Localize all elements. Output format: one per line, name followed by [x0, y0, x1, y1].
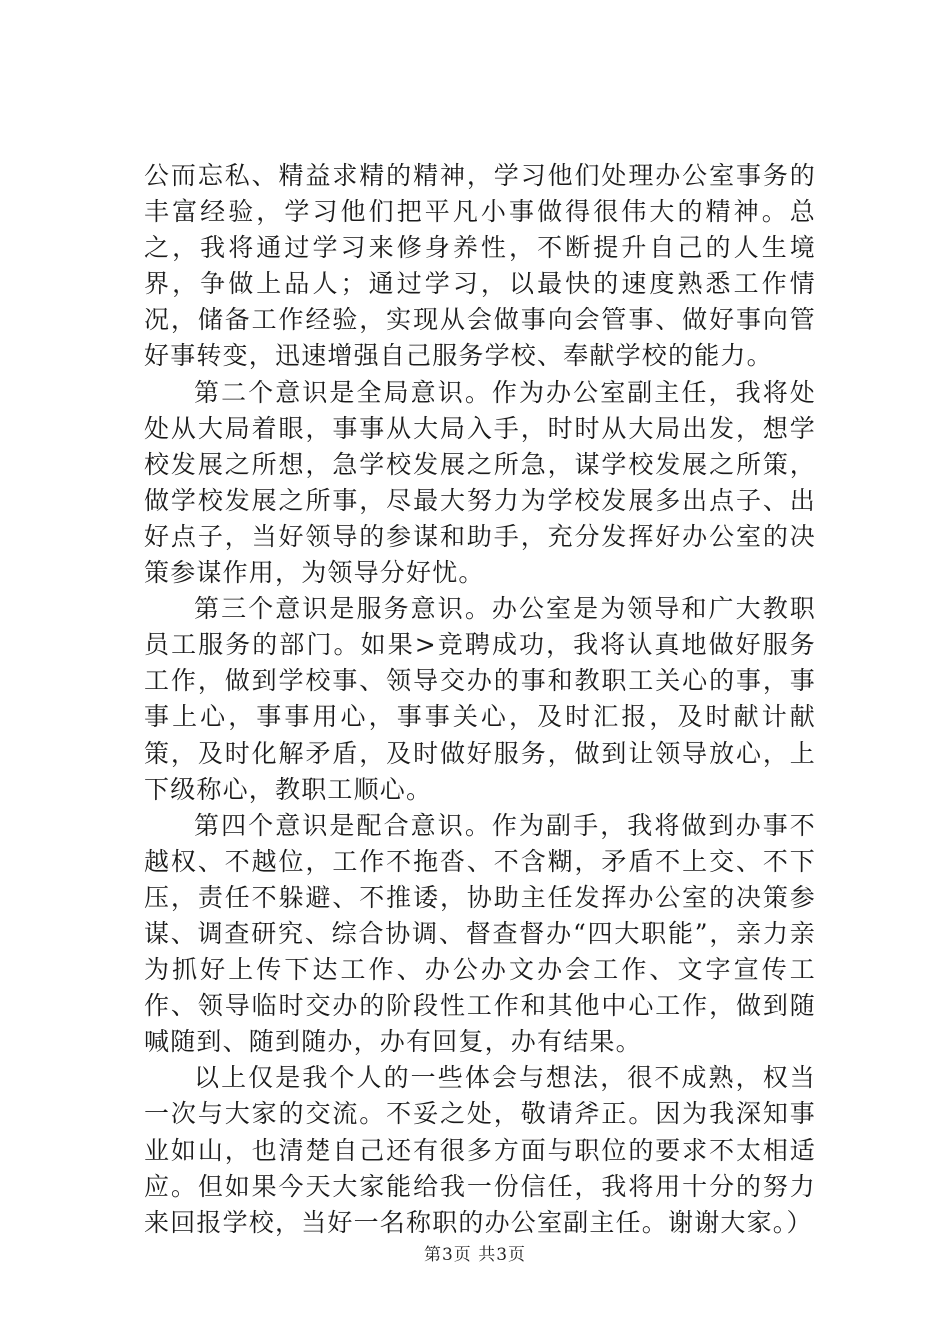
paragraph-service-awareness: 第三个意识是服务意识。办公室是为领导和广大教职员工服务的部门。如果>竞聘成功，我将认真地做好服务工作，做到学校事、领导交办的事和教职工关心的事，事事上心，事事用心，事事关心，及时汇报，及时献计献策，及时化解矛盾，及时做好服务，做到让领导放心，上下级称心，教职工顺心。 — [144, 594, 816, 804]
paragraph-closing: 以上仅是我个人的一些体会与想法，很不成熟，权当一次与大家的交流。不妥之处，敬请斧正。因为我深知事业如山，也清楚自己还有很多方面与职位的要求不太相适应。但如果今天大家能给我一份信任，我将用十分的努力来回报学校，当好一名称职的办公室副主任。谢谢大家。） — [144, 1063, 816, 1237]
page-footer: 第3页 共3页 — [423, 1245, 527, 1265]
document-body — [144, 158, 816, 1241]
paragraph-continued: 公而忘私、精益求精的精神，学习他们处理办公室事务的丰富经验，学习他们把平凡小事做得很伟大的精神。总之，我将通过学习来修身养性，不断提升自己的人生境界，争做上品人；通过学习，以最快的速度熟悉工作情况，储备工作经验，实现从会做事向会管事、做好事向管好事转变，迅速增强自己服务学校、奉献学校的能力。 — [144, 161, 816, 371]
paragraph-cooperation-awareness: 第四个意识是配合意识。作为副手，我将做到办事不越权、不越位，工作不拖沓、不含糊，矛盾不上交、不下压，责任不躲避、不推诿，协助主任发挥办公室的决策参谋、调查研究、综合协调、督查督办“四大职能”，亲力亲为抓好上传下达工作、办公办文办会工作、文字宣传工作、领导临时交办的阶段性工作和其他中心工作，做到随喊随到、随到随办，办有回复，办有结果。 — [144, 810, 816, 1057]
paragraph-global-awareness: 第二个意识是全局意识。作为办公室副主任，我将处处从大局着眼，事事从大局入手，时时从大局出发，想学校发展之所想，急学校发展之所急，谋学校发展之所策，做学校发展之所事，尽最大努力为学校发展多出点子、出好点子，当好领导的参谋和助手，充分发挥好办公室的决策参谋作用，为领导分好忧。 — [144, 377, 816, 588]
